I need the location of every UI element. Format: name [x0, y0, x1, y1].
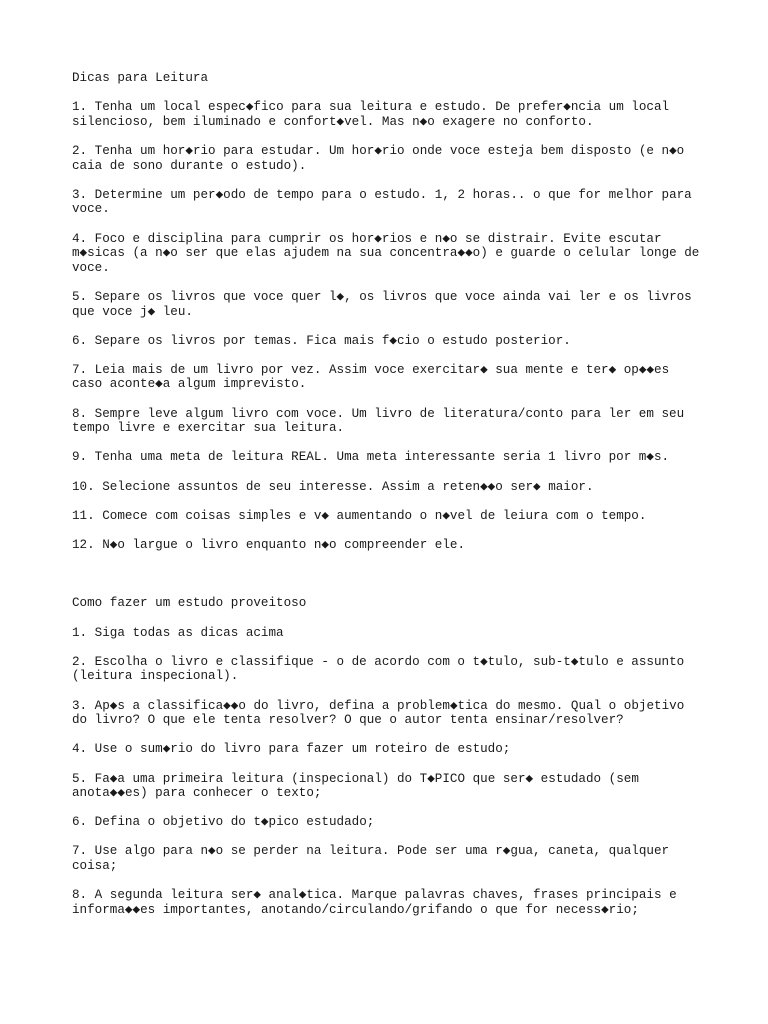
paragraph-line: 7. Leia mais de um livro por vez. Assim voce exercitar◆ sua mente e ter◆ op◆◆es	[72, 362, 670, 377]
section-title-text: Dicas para Leitura	[72, 71, 209, 85]
document-page	[72, 71, 712, 932]
tips-list	[72, 100, 712, 552]
tip-item	[72, 450, 712, 465]
study-step-item	[72, 626, 712, 641]
paragraph-line: coisa;	[72, 859, 118, 874]
paragraph-line: m◆sicas (a n◆o ser que elas ajudem na sua concentra◆◆o) e guarde o celular longe de	[72, 246, 700, 261]
paragraph-line: 3. Determine um per◆odo de tempo para o estudo. 1, 2 horas.. o que for melhor para	[72, 187, 692, 202]
tip-item	[72, 144, 712, 173]
paragraph-line: 7. Use algo para n◆o se perder na leitura. Pode ser uma r◆gua, caneta, qualquer	[72, 844, 670, 859]
paragraph-line: 5. Separe os livros que voce quer l◆, os livros que voce ainda vai ler e os livros	[72, 289, 692, 304]
paragraph-line: do livro? O que ele tenta resolver? O que o autor tenta ensinar/resolver?	[72, 713, 624, 728]
paragraph-line: que voce j◆ leu.	[72, 304, 193, 319]
paragraph-line: (leitura inspecional).	[72, 669, 239, 684]
paragraph-line: voce.	[72, 202, 110, 217]
paragraph-line: anota◆◆es) para conhecer o texto;	[72, 786, 322, 801]
paragraph-line: tempo livre e exercitar sua leitura.	[72, 421, 345, 436]
study-step-item	[72, 844, 712, 873]
section-spacer	[72, 567, 712, 596]
paragraph-line: 3. Ap◆s a classifica◆◆o do livro, defina a problem◆tica do mesmo. Qual o objetivo	[72, 698, 685, 713]
study-step-item	[72, 772, 712, 801]
paragraph-line: 8. Sempre leve algum livro com voce. Um livro de literatura/conto para ler em seu	[72, 406, 685, 421]
paragraph-line: 5. Fa◆a uma primeira leitura (inspecional) do T◆PICO que ser◆ estudado (sem	[72, 771, 639, 786]
tip-item	[72, 480, 712, 495]
section-title-dicas	[72, 71, 712, 86]
tip-item	[72, 407, 712, 436]
paragraph-line: voce.	[72, 260, 110, 275]
tip-item	[72, 363, 712, 392]
section-title-estudo	[72, 596, 712, 611]
study-steps-list	[72, 626, 712, 918]
paragraph-line: 6. Defina o objetivo do t◆pico estudado;	[72, 815, 375, 830]
paragraph-line: informa◆◆es importantes, anotando/circulando/grifando o que for necess◆rio;	[72, 902, 639, 917]
paragraph-line: 4. Use o sum◆rio do livro para fazer um roteiro de estudo;	[72, 742, 511, 757]
paragraph-line: 9. Tenha uma meta de leitura REAL. Uma meta interessante seria 1 livro por m◆s.	[72, 450, 670, 465]
paragraph-line: 10. Selecione assuntos de seu interesse. Assim a reten◆◆o ser◆ maior.	[72, 479, 594, 494]
paragraph-line: 6. Separe os livros por temas. Fica mais f◆cio o estudo posterior.	[72, 333, 571, 348]
paragraph-line: 1. Siga todas as dicas acima	[72, 625, 284, 640]
paragraph-line: 12. N◆o largue o livro enquanto n◆o compreender ele.	[72, 538, 466, 552]
paragraph-line: 1. Tenha um local espec◆fico para sua leitura e estudo. De prefer◆ncia um local	[72, 100, 670, 115]
tip-item	[72, 538, 712, 553]
paragraph-line: 2. Escolha o livro e classifique - o de acordo com o t◆tulo, sub-t◆tulo e assunto	[72, 654, 685, 669]
study-step-item	[72, 742, 712, 757]
paragraph-line: silencioso, bem iluminado e confort◆vel. Mas n◆o exagere no conforto.	[72, 114, 594, 129]
study-step-item	[72, 815, 712, 830]
tip-item	[72, 334, 712, 349]
paragraph-line: 11. Comece com coisas simples e v◆ aumentando o n◆vel de leiura com o tempo.	[72, 508, 647, 523]
section-title-text: Como fazer um estudo proveitoso	[72, 596, 307, 611]
paragraph-line: caia de sono durante o estudo).	[72, 158, 307, 173]
paragraph-line: 4. Foco e disciplina para cumprir os hor◆rios e n◆o se distrair. Evite escutar	[72, 231, 662, 246]
tip-item	[72, 509, 712, 524]
paragraph-line: 8. A segunda leitura ser◆ anal◆tica. Marque palavras chaves, frases principais e	[72, 888, 677, 903]
tip-item	[72, 232, 712, 276]
tip-item	[72, 188, 712, 217]
paragraph-line: caso aconte◆a algum imprevisto.	[72, 377, 307, 392]
tip-item	[72, 290, 712, 319]
study-step-item	[72, 888, 712, 917]
study-step-item	[72, 655, 712, 684]
study-step-item	[72, 699, 712, 728]
tip-item	[72, 100, 712, 129]
paragraph-line: 2. Tenha um hor◆rio para estudar. Um hor◆rio onde voce esteja bem disposto (e n◆o	[72, 143, 685, 158]
